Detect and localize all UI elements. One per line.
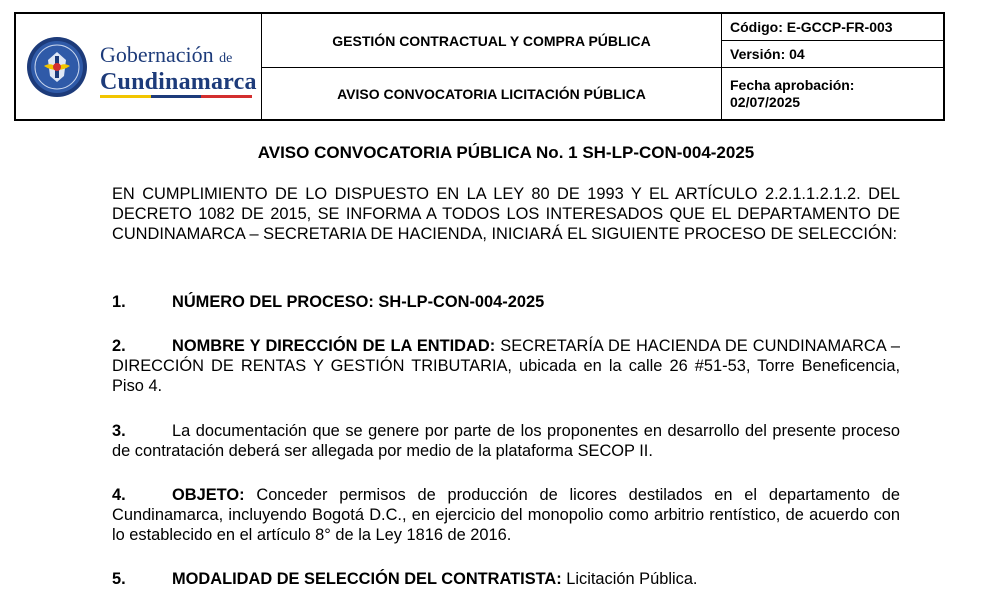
- item-number: 5.: [112, 570, 126, 588]
- item-label: NOMBRE Y DIRECCIÓN DE LA ENTIDAD:: [172, 337, 496, 355]
- item-number: 3.: [112, 422, 126, 440]
- item-3: [112, 421, 900, 461]
- approval-date-cell: [722, 68, 943, 119]
- logo-cell: [16, 14, 262, 119]
- item-5: [112, 569, 900, 589]
- item-label: MODALIDAD DE SELECCIÓN DEL CONTRATISTA:: [172, 570, 562, 588]
- item-label: OBJETO:: [172, 486, 245, 504]
- item-text: Licitación Pública.: [561, 570, 698, 588]
- header-title-top: GESTIÓN CONTRACTUAL Y COMPRA PÚBLICA: [262, 14, 722, 68]
- approval-label: Fecha aprobación:: [730, 77, 855, 93]
- item-label: NÚMERO DEL PROCESO: SH-LP-CON-004-2025: [172, 293, 545, 311]
- intro-paragraph: EN CUMPLIMIENTO DE LO DISPUESTO EN LA LEY 80 DE 1993 Y EL ARTÍCULO 2.2.1.1.2.1.2. DEL DECRETO 1082 DE 2015, SE INFORMA A TODOS LOS INTERESADOS QUE EL DEPARTAMENTO DE CUNDINAMARCA – SECRETARIA DE HACIENDA, INICIARÁ EL SIGUIENTE PROCESO DE SELECCIÓN:: [112, 185, 900, 243]
- item-number: 1.: [112, 293, 126, 311]
- header-title-bottom: AVISO CONVOCATORIA LICITACIÓN PÚBLICA: [262, 68, 722, 119]
- item-text: Conceder permisos de producción de licores destilados en el departamento de Cundinamarca, incluyendo Bogotá D.C., en ejercicio del monopolio como arbitrio rentístico, de acuerdo con lo establecido en el artículo 8° de la Ley 1816 de 2016.: [112, 486, 900, 544]
- document-header: [14, 12, 945, 121]
- brand-color-stripe: [100, 95, 252, 98]
- document-title: AVISO CONVOCATORIA PÚBLICA No. 1 SH-LP-CON-004-2025: [257, 143, 755, 162]
- brand-line2: Cundinamarca: [100, 69, 257, 95]
- brand-wordmark: [100, 44, 257, 94]
- item-text: SECRETARÍA DE HACIENDA DE CUNDINAMARCA – DIRECCIÓN DE RENTAS Y GESTIÓN TRIBUTARIA, ubicada en la calle 26 #51-53, Torre Beneficencia, Piso 4.: [112, 337, 900, 395]
- item-1: [112, 292, 900, 312]
- item-number: 2.: [112, 337, 126, 355]
- stripe-yellow: [100, 95, 151, 98]
- item-text: La documentación que se genere por parte de los proponentes en desarrollo del presente proceso de contratación deberá ser allegada por medio de la plataforma SECOP II.: [112, 422, 900, 460]
- approval-date: 02/07/2025: [730, 94, 801, 110]
- stripe-blue: [151, 95, 202, 98]
- brand-line1: Gobernación: [100, 42, 214, 67]
- document-code: Código: E-GCCP-FR-003: [722, 14, 943, 41]
- brand-line1-suffix: de: [219, 51, 233, 66]
- stripe-red: [201, 95, 252, 98]
- item-number: 4.: [112, 486, 126, 504]
- document-version: Versión: 04: [722, 41, 943, 68]
- item-4: [112, 485, 900, 545]
- cundinamarca-seal-icon: [26, 36, 88, 98]
- item-2: [112, 336, 900, 396]
